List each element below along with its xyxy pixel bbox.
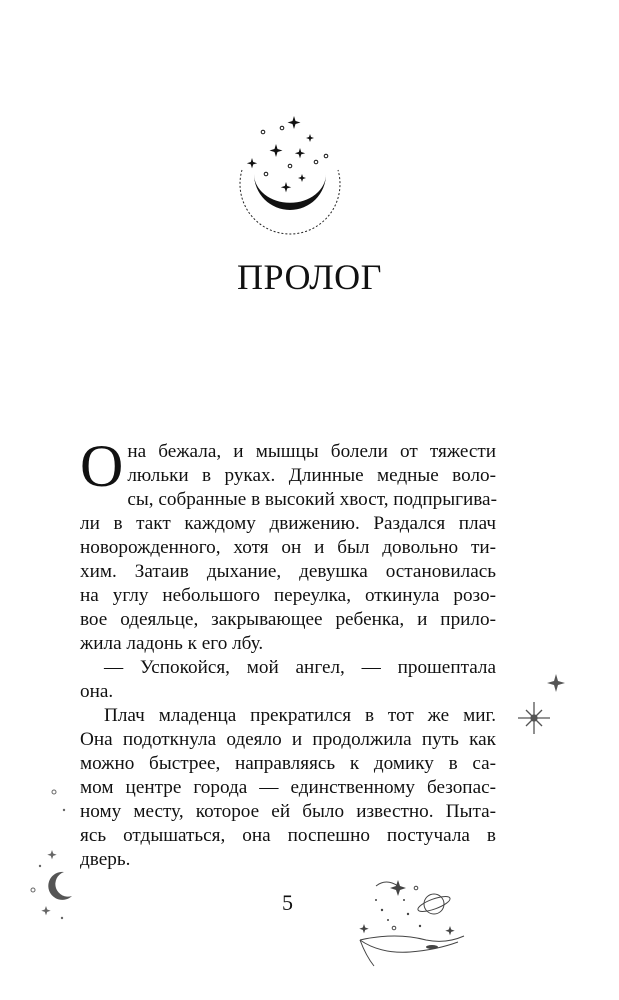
paragraph-3: [80, 704, 496, 872]
text-line: на бежала, и мышцы болели от тяжести: [127, 441, 496, 462]
text-line: она.: [80, 681, 114, 702]
text-line: люльки в руках. Длинные медные воло-: [127, 465, 496, 486]
drop-cap: О: [80, 433, 124, 499]
sparkle-icon: [516, 668, 576, 738]
text-line: вое одеяльце, закрывающее ребенка, и прило-: [80, 609, 496, 630]
chapter-title: ПРОЛОГ: [237, 257, 382, 297]
hand-with-stars-icon: [346, 870, 476, 974]
paragraph-2: [80, 656, 496, 704]
paragraph-1: [80, 433, 497, 656]
text-line: ному месту, которое ей было известно. Пыта-: [80, 801, 496, 822]
text-line: хим. Затаив дыхание, девушка остановилась: [80, 561, 496, 582]
page-number: 5: [282, 890, 293, 915]
text-line: ли в такт каждому движению. Раздался плач: [80, 513, 496, 534]
chapter-text: [80, 433, 497, 872]
text-line: дверь.: [80, 849, 131, 870]
text-line: новорожденного, хотя он и был довольно ти-: [80, 537, 496, 558]
text-line: сы, собранные в высокий хвост, подпрыгива-: [127, 489, 497, 510]
text-line: Она подоткнула одеяло и продолжила путь как: [80, 729, 496, 750]
crescent-moon-stars-icon: [230, 108, 350, 243]
text-line: — Успокойся, мой ангел, — прошептала: [104, 657, 496, 678]
text-line: можно быстрее, направляясь к домику в са-: [80, 753, 496, 774]
text-line: Плач младенца прекратился в тот же миг.: [104, 705, 496, 726]
text-line: ясь отдышаться, она поспешно постучала в: [80, 825, 496, 846]
text-line: жила ладонь к его лбу.: [80, 633, 264, 654]
text-line: на углу небольшого переулка, откинула розо-: [80, 585, 496, 606]
text-line: мом центре города — единственному безопас-: [80, 777, 496, 798]
